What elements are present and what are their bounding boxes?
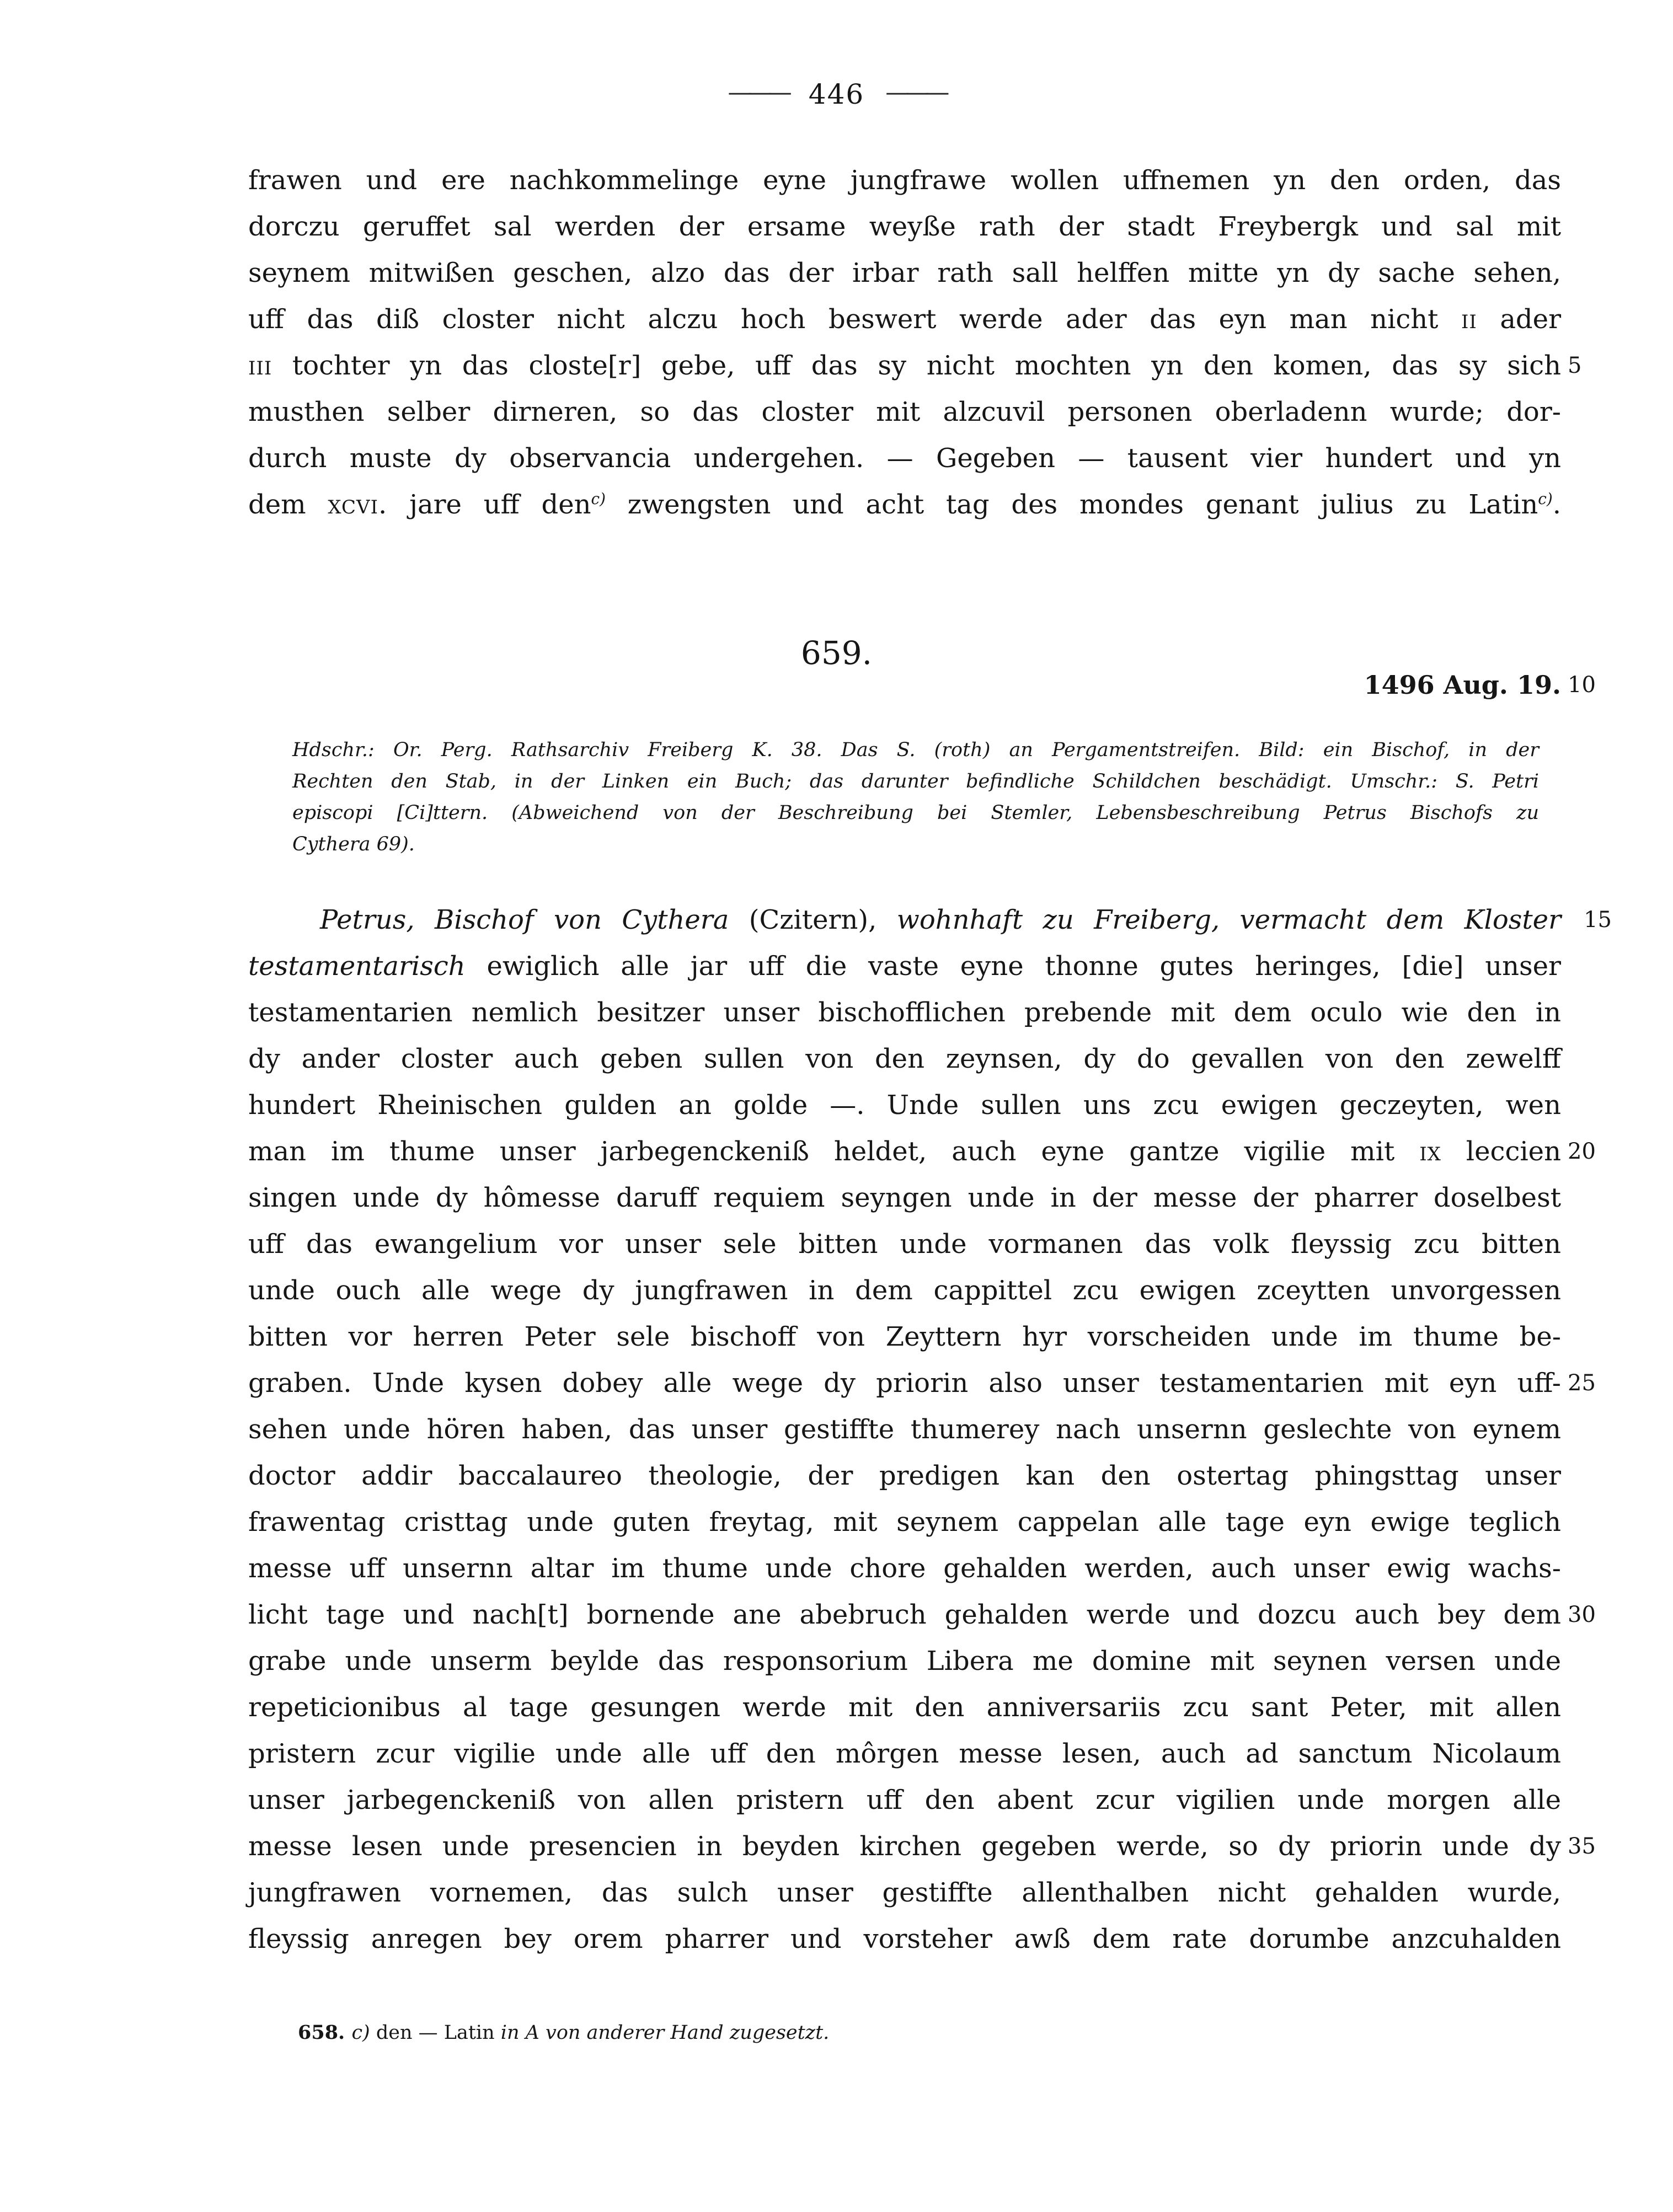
text-line [248,943,1561,989]
header-dash-left: ——— [728,78,788,106]
text-line [248,1777,1561,1823]
text-line [292,829,1539,860]
text-segment: repeticionibus al tage gesungen werde mit den anniversariis zcu sant Peter, mit allen [248,1692,1561,1723]
text-segment: Cythera 69). [292,833,415,855]
text-line [248,1545,1561,1592]
text-segment: 658. [298,2021,352,2044]
text-segment: iii [248,350,272,381]
text-line [248,481,1561,528]
text-line [248,1036,1561,1082]
text-segment: wohnhaft zu Freiberg, vermacht dem Kloster [896,904,1562,935]
text-segment: episcopi [Ci]ttern. (Abweichend von der Beschreibung bei Stemler, Lebensbeschreibung Petrus Bischofs zu [292,802,1539,824]
text-line [292,735,1539,766]
text-segment: uff das ewangelium vor unser sele bitten unde vormanen das volk fleyssig zcu bitten [248,1229,1561,1260]
text-segment: c) [351,2022,376,2044]
text-line [248,1731,1561,1777]
text-segment: in A von anderer Hand zugesetzt. [500,2022,830,2044]
document-date: 1496 Aug. 19. [1364,670,1561,700]
text-line [248,157,1561,203]
text-segment: Rechten den Stab, in der Linken ein Buch; das darunter befindliche Schildchen beschädigt. Umschr.: S. Petri [292,770,1539,792]
text-line [248,1870,1561,1916]
text-segment: messe uff unsernn altar im thume unde chore gehalden werden, auch unser ewig wachs- [248,1553,1561,1584]
text-line [248,296,1561,342]
margin-line-number: 30 [1568,1602,1596,1627]
text-line [248,1453,1561,1499]
margin-line-number: 20 [1568,1139,1596,1164]
text-segment: frawen und ere nachkommelinge eyne jungfrawe wollen uffnemen yn den orden, das [248,165,1561,196]
margin-line-number: 10 [1568,672,1596,698]
text-segment: graben. Unde kysen dobey alle wege dy priorin also unser testamentarien mit eyn uff- [248,1368,1561,1399]
text-segment: unde ouch alle wege dy jungfrawen in dem cappittel zcu ewigen zceytten unvorgessen [248,1275,1561,1306]
text-line [248,897,1612,943]
text-line [248,1175,1561,1221]
document-659-body [248,897,1612,1962]
text-line [248,1406,1561,1453]
text-segment: durch muste dy observancia undergehen. — Gegeben — tausent vier hundert und yn [248,443,1561,474]
text-line [248,1823,1596,1870]
text-segment: xcvi. [328,489,388,520]
text-segment: ix [1419,1136,1441,1167]
text-line [298,2017,1511,2048]
text-segment: bitten vor herren Peter sele bischoff von Zeyttern hyr vorscheiden unde im thume be- [248,1321,1561,1352]
text-segment: doctor addir baccalaureo theologie, der predigen kan den ostertag phingsttag unser [248,1460,1561,1491]
text-segment: musthen selber dirneren, so das closter mit alzcuvil personen oberladenn wurde; dor- [248,397,1561,427]
text-segment: grabe unde unserm beylde das responsorium Libera me domine mit seynen versen unde [248,1646,1561,1677]
text-segment: sehen unde hören haben, das unser gestiffte thumerey nach unsernn geslechte von eynem [248,1414,1561,1445]
document-number-heading: 659. [800,634,873,672]
text-line [248,250,1561,296]
text-line [248,1360,1596,1406]
text-segment: (Czitern), [749,904,897,935]
text-segment: frawentag cristtag unde guten freytag, mit seynem cappelan alle tage eyn ewige teglich [248,1507,1561,1538]
text-segment: c) [1538,490,1553,508]
margin-line-number: 35 [1568,1834,1596,1859]
text-segment: Hdschr.: Or. Perg. Rathsarchiv Freiberg K. 38. Das S. (roth) an Pergamentstreifen. Bild: ein Bischof, in der [292,739,1539,761]
text-segment: testamentarien nemlich besitzer unser bischofflichen prebende mit dem oculo wie den in [248,997,1561,1028]
text-segment: seynem mitwißen geschen, alzo das der irbar rath sall helffen mitte yn dy sache sehen, [248,258,1561,288]
text-line [248,1267,1561,1314]
text-segment: c) [591,490,606,508]
text-line [248,1684,1561,1731]
text-segment: tochter yn das closte[r] gebe, uff das sy nicht mochten yn den komen, das sy sich [272,350,1561,381]
text-segment: jare uff den [387,489,591,520]
text-line [248,1638,1561,1684]
text-segment: fleyssig anregen bey orem pharrer und vorsteher awß dem rate dorumbe anzcuhalden [248,1924,1561,1954]
text-segment: singen unde dy hômesse daruff requiem seyngen unde in der messe der pharrer doselbest [248,1182,1561,1213]
text-segment: ii [1461,304,1477,335]
text-line [248,342,1582,389]
text-line [292,766,1539,797]
text-segment: ader [1477,304,1562,335]
margin-line-number: 5 [1568,353,1582,378]
running-head [0,78,1673,110]
text-segment: leccien [1441,1136,1561,1167]
text-segment: dy ander closter auch geben sullen von den zeynsen, dy do gevallen von den zewelff [248,1043,1561,1074]
text-segment: Petrus, Bischof von Cythera [320,904,749,935]
page-number: 446 [808,78,865,110]
text-segment: jungfrawen vornemen, das sulch unser gestiffte allenthalben nicht gehalden wurde, [248,1877,1561,1908]
document-date-line [248,668,1596,701]
text-line [248,989,1561,1036]
margin-line-number: 25 [1568,1370,1596,1396]
text-segment: uff das diß closter nicht alczu hoch beswert werde ader das eyn man nicht [248,304,1461,335]
text-line [248,1916,1561,1962]
text-line [248,1499,1561,1545]
text-segment: licht tage und nach[t] bornende ane abebruch gehalden werde und dozcu auch bey dem [248,1599,1561,1630]
text-segment: hundert Rheinischen gulden an golde —. Unde sullen uns zcu ewigen geczeyten, wen [248,1090,1561,1121]
text-segment: den — Latin [376,2022,501,2044]
text-line [248,389,1561,435]
text-line [248,1592,1596,1638]
text-line [248,435,1561,481]
text-line [248,1221,1561,1267]
text-segment: . [1552,489,1562,520]
text-segment: dem [248,489,328,520]
text-line [248,1082,1561,1128]
text-line [248,1314,1561,1360]
text-segment: unser jarbegenckeniß von allen pristern uff den abent zcur vigilien unde morgen alle [248,1785,1561,1815]
text-line [292,797,1539,829]
document-658-continuation [248,157,1582,528]
header-dash-right: ——— [885,78,945,106]
text-line [248,1128,1596,1175]
text-line [248,203,1561,250]
text-segment: dorczu geruffet sal werden der ersame weyße rath der stadt Freybergk und sal mit [248,211,1561,242]
text-segment: ewiglich alle jar uff die vaste eyne thonne gutes heringes, [die] unser [487,951,1562,982]
text-segment: messe lesen unde presencien in beyden kirchen gegeben werde, so dy priorin unde dy [248,1831,1561,1862]
manuscript-description-block [292,735,1539,860]
text-segment: man im thume unser jarbegenckeniß heldet, auch eyne gantze vigilie mit [248,1136,1420,1167]
footnote-block [298,2017,1511,2048]
margin-line-number: 15 [1584,907,1612,933]
text-segment: zwengsten und acht tag des mondes genant julius zu Latin [605,489,1538,520]
text-segment: testamentarisch [248,951,487,982]
text-segment: pristern zcur vigilie unde alle uff den môrgen messe lesen, auch ad sanctum Nicolaum [248,1738,1561,1769]
